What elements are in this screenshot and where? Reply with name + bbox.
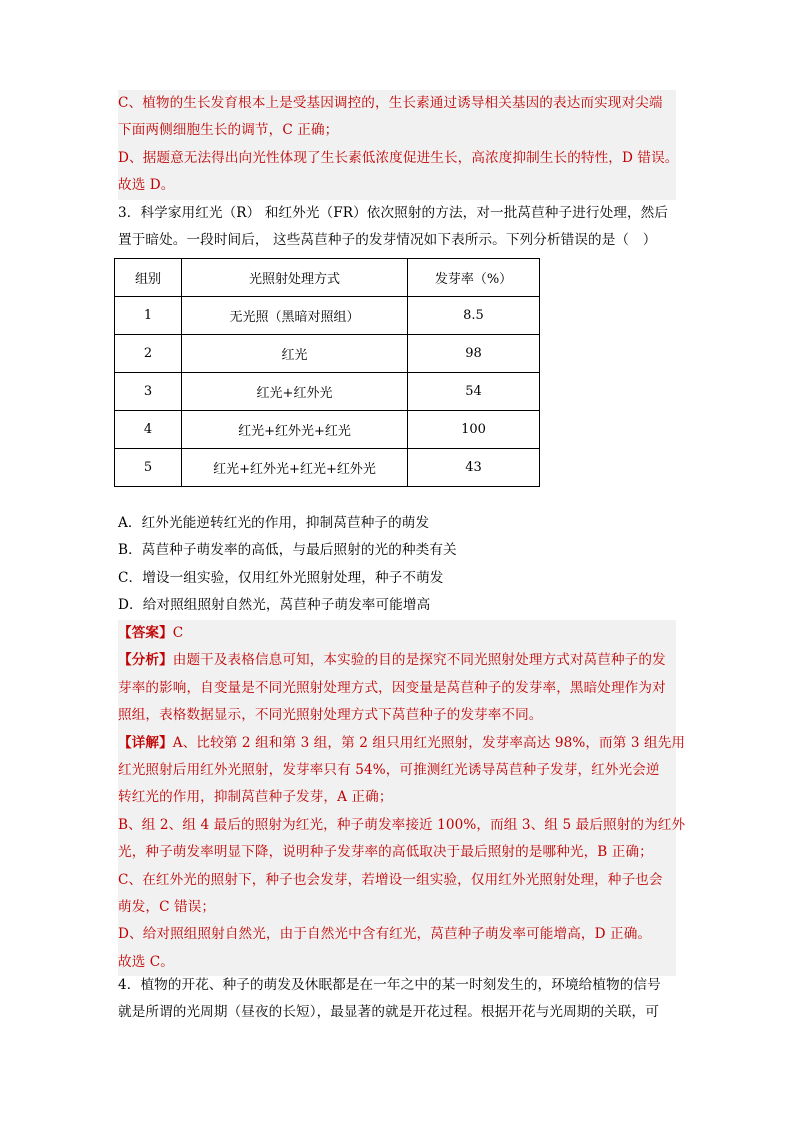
cell-group: 2 bbox=[115, 335, 182, 373]
cell-group: 1 bbox=[115, 297, 182, 335]
cell-treatment: 红光+红外光+红光 bbox=[182, 411, 408, 449]
option-c: C．增设一组实验，仅用红外光照射处理，种子不萌发 bbox=[118, 569, 444, 586]
cell-treatment: 红光+红外光+红光+红外光 bbox=[182, 449, 408, 487]
table-row bbox=[115, 335, 540, 373]
question-4 bbox=[118, 972, 676, 1027]
detail-b-line-1: B、组 2、组 4 最后的照射为红光，种子萌发率接近 100%，而组 3、组 5 最后照射的为红外 bbox=[118, 812, 676, 839]
cell-treatment: 红光+红外光 bbox=[182, 373, 408, 411]
cell-treatment: 红光 bbox=[182, 335, 408, 373]
cell-rate: 54 bbox=[408, 373, 540, 411]
cell-rate: 8.5 bbox=[408, 297, 540, 335]
header-treatment: 光照射处理方式 bbox=[182, 259, 408, 297]
detail-text: A、比较第 2 组和第 3 组，第 2 组只用红光照射，发芽率高达 98%，而第 3 组先用 bbox=[172, 734, 686, 751]
option-b: B．莴苣种子萌发率的高低，与最后照射的光的种类有关 bbox=[118, 542, 457, 559]
question-4-line-1: 4．植物的开花、种子的萌发及休眠都是在一年之中的某一时刻发生的，环境给植物的信号 bbox=[118, 977, 661, 993]
detail-tag: 【详解】 bbox=[118, 734, 173, 751]
cell-rate: 98 bbox=[408, 335, 540, 373]
detail-c-line-2: 萌发，C 错误； bbox=[118, 894, 676, 921]
cell-rate: 43 bbox=[408, 449, 540, 487]
analysis-d-line-1: D、据题意无法得出向光性体现了生长素低浓度促进生长，高浓度抑制生长的特性，D 错误。 bbox=[118, 145, 676, 172]
germination-table bbox=[114, 258, 540, 487]
cell-group: 4 bbox=[115, 411, 182, 449]
analysis-line-2: 芽率的影响，自变量是不同光照射处理方式，因变量是莴苣种子的发芽率，黑暗处理作为对 bbox=[118, 675, 676, 702]
cell-group: 5 bbox=[115, 449, 182, 487]
table-row bbox=[115, 297, 540, 335]
answer-line bbox=[118, 620, 676, 647]
analysis-c-line-1: C、植物的生长发育根本上是受基因调控的，生长素通过诱导相关基因的表达而实现对尖端 bbox=[118, 90, 676, 117]
option-a: A．红外光能逆转红光的作用，抑制莴苣种子的萌发 bbox=[118, 515, 430, 531]
detail-a-line-3: 转红光的作用，抑制莴苣种子发芽，A 正确； bbox=[118, 784, 676, 811]
cell-treatment: 无光照（黑暗对照组） bbox=[182, 297, 408, 335]
previous-question-analysis bbox=[118, 90, 679, 254]
header-rate: 发芽率（%） bbox=[408, 259, 540, 297]
table-header-row bbox=[115, 259, 540, 297]
question-3-options bbox=[118, 510, 676, 620]
cell-rate: 100 bbox=[408, 411, 540, 449]
table-row bbox=[115, 449, 540, 487]
detail-a-line-1 bbox=[118, 730, 686, 757]
question-3-solution bbox=[118, 620, 686, 976]
question-3-stem-line-2: 置于暗处。一段时间后， 这些莴苣种子的发芽情况如下表所示。下列分析错误的是（ ） bbox=[118, 232, 657, 249]
cell-group: 3 bbox=[115, 373, 182, 411]
analysis-text: 由题干及表格信息可知，本实验的目的是探究不同光照射处理方式对莴苣种子的发 bbox=[172, 652, 666, 669]
question-3-stem-line-1: 3．科学家用红光（R） 和红外光（FR）依次照射的方法，对一批莴苣种子进行处理，然后 bbox=[118, 204, 669, 221]
detail-b-line-2: 光，种子萌发率明显下降，说明种子发芽率的高低取决于最后照射的是哪种光，B 正确； bbox=[118, 839, 676, 866]
detail-a-line-2: 红光照射后用红外光照射，发芽率只有 54%，可推测红光诱导莴苣种子发芽，红外光会逆 bbox=[118, 757, 676, 784]
answer-value: C bbox=[172, 625, 184, 641]
detail-conclusion: 故选 C。 bbox=[118, 949, 676, 976]
header-group: 组别 bbox=[115, 259, 182, 297]
detail-c-line-1: C、在红外光的照射下，种子也会发芽，若增设一组实验，仅用红外光照射处理，种子也会 bbox=[118, 867, 676, 894]
question-4-line-2: 就是所谓的光周期（昼夜的长短），最显著的就是开花过程。根据开花与光周期的关联，可 bbox=[118, 1004, 659, 1021]
detail-d-line-1: D、给对照组照射自然光，由于自然光中含有红光，莴苣种子萌发率可能增高，D 正确。 bbox=[118, 921, 676, 948]
analysis-c-line-2: 下面两侧细胞生长的调节，C 正确； bbox=[118, 117, 676, 144]
table-row bbox=[115, 411, 540, 449]
analysis-tag: 【分析】 bbox=[118, 652, 173, 669]
option-d: D．给对照组照射自然光，莴苣种子萌发率可能增高 bbox=[118, 597, 431, 614]
analysis-line-1 bbox=[118, 647, 676, 674]
table-row bbox=[115, 373, 540, 411]
analysis-line-3: 照组，表格数据显示，不同光照射处理方式下莴苣种子的发芽率不同。 bbox=[118, 702, 676, 729]
answer-tag: 【答案】 bbox=[118, 625, 173, 641]
analysis-conclusion: 故选 D。 bbox=[118, 172, 676, 199]
